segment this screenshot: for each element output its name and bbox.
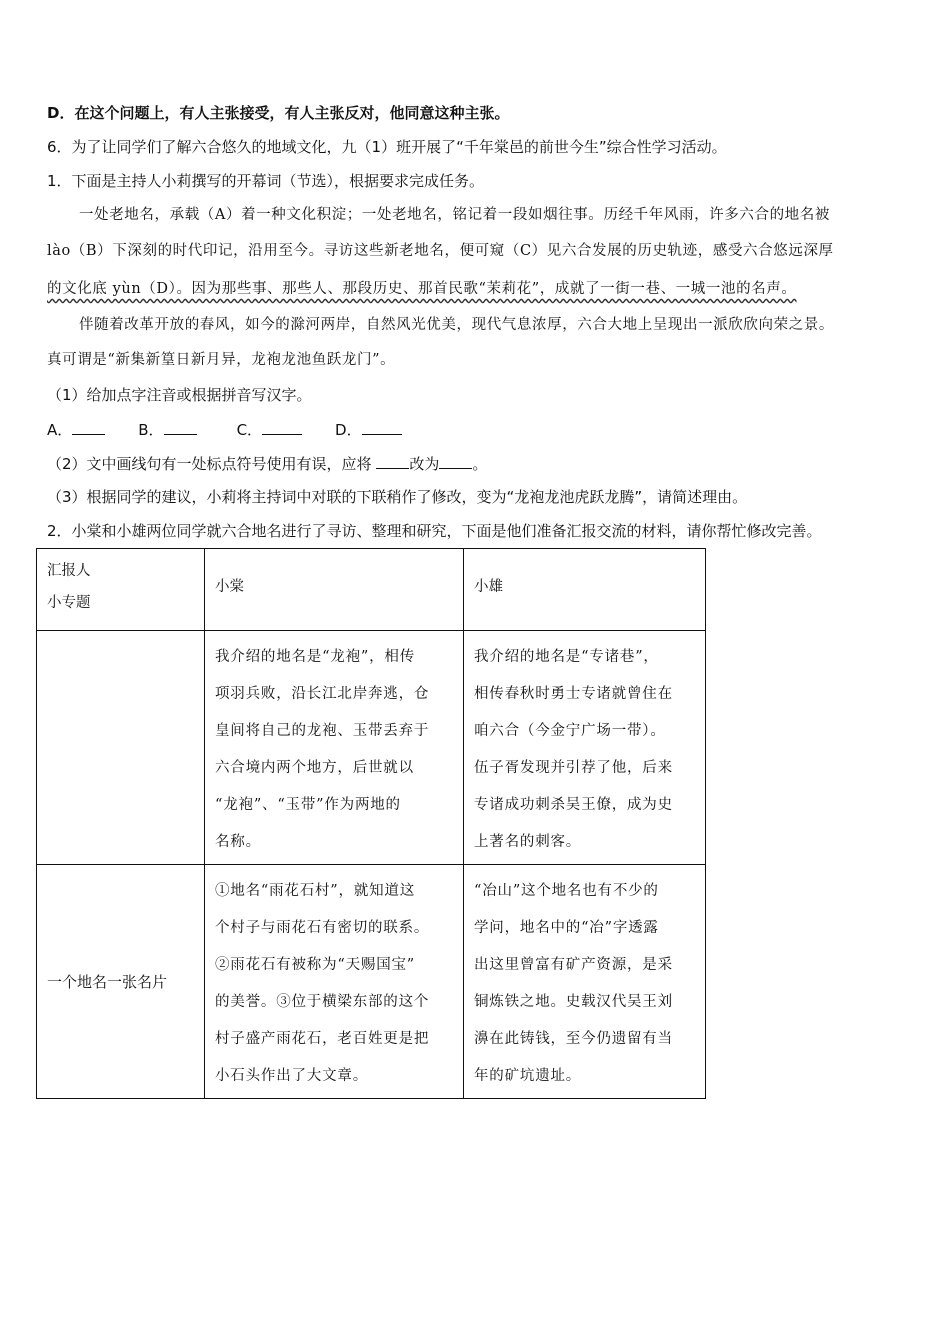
passage-line-1: 一处老地名，承载（A）着一种文化积淀；一处老地名，铭记着一段如烟往事。历经千年风雨，许多六合的地名被 xyxy=(79,207,830,223)
question-1: 1．下面是主持人小莉撰写的开幕词（节选），根据要求完成任务。 xyxy=(47,172,485,190)
passage-line-5: 真可谓是“新集新篁日新月异，龙袍龙池鱼跃龙门”。 xyxy=(47,352,396,368)
header-cell-xiaotang: 小棠 xyxy=(205,549,464,631)
header-reporter-label: 汇报人 xyxy=(47,563,91,579)
answer-options-row xyxy=(47,419,402,440)
passage-line-3-underlined: 的文化底 yùn（D）。因为那些事、那些人、那段历史、那首民歌“茉莉花”，成就了一街一巷、一城一池的名声。 xyxy=(47,281,797,297)
answer-blank-a[interactable] xyxy=(72,419,105,435)
answer-blank-punct-to[interactable] xyxy=(439,453,472,469)
sub-question-1: （1）给加点字注音或根据拼音写汉字。 xyxy=(47,386,312,404)
option-d-line: D．在这个问题上，有人主张接受，有人主张反对，他同意这种主张。 xyxy=(47,104,510,122)
question-6: 6．为了让同学们了解六合悠久的地域文化，九（1）班开展了“千年棠邑的前世今生”综合性学习活动。 xyxy=(47,138,727,156)
question-2: 2．小棠和小雄两位同学就六合地名进行了寻访、整理和研究，下面是他们准备汇报交流的材料，请你帮忙修改完善。 xyxy=(47,522,822,540)
option-b: B． xyxy=(138,419,196,440)
report-table xyxy=(36,548,706,1099)
passage-line-4: 伴随着改革开放的春风，如今的滁河两岸，自然风光优美，现代气息浓厚，六合大地上呈现出一派欣欣向荣之景。 xyxy=(79,317,834,333)
option-a: A． xyxy=(47,419,105,440)
row1-xiaotang-cell: 我介绍的地名是“龙袍”，相传 项羽兵败，沿长江北岸奔逃，仓 皇间将自己的龙袍、玉带丢弃于 六合境内两个地方，后世就以 “龙袍”、“玉带”作为两地的 名称。 xyxy=(205,631,464,865)
answer-blank-d[interactable] xyxy=(362,419,402,435)
row1-xiaoxiong-cell: 我介绍的地名是“专诸巷”， 相传春秋时勇士专诸就曾住在 咱六合（今金宁广场一带）。 伍子胥发现并引荐了他，后来 专诸成功刺杀吴王僚，成为史 上著名的刺客。 xyxy=(464,631,706,865)
table-header-row xyxy=(37,549,706,631)
sub-question-2: （2）文中画线句有一处标点符号使用有误，应将 改为 。 xyxy=(47,455,488,473)
option-d: D． xyxy=(335,419,402,440)
table-row xyxy=(37,631,706,865)
answer-blank-c[interactable] xyxy=(262,419,302,435)
header-topic-label: 小专题 xyxy=(47,595,91,611)
table-row xyxy=(37,865,706,1099)
sub-question-3: （3）根据同学的建议，小莉将主持词中对联的下联稍作了修改，变为“龙袍龙池虎跃龙腾”，请简述理由。 xyxy=(47,488,748,506)
header-cell-xiaoxiong: 小雄 xyxy=(464,549,706,631)
answer-blank-b[interactable] xyxy=(164,419,197,435)
row2-topic-cell: 一个地名一张名片 xyxy=(37,865,205,1099)
answer-blank-punct-from[interactable] xyxy=(376,453,409,469)
row2-xiaotang-cell: ①地名“雨花石村”，就知道这 个村子与雨花石有密切的联系。 ②雨花石有被称为“天赐国宝” 的美誉。③位于横梁东部的这个 村子盛产雨花石，老百姓更是把 小石头作出了大文章。 xyxy=(205,865,464,1099)
option-c: C． xyxy=(237,419,302,440)
row2-xiaoxiong-cell: “冶山”这个地名也有不少的 学问，地名中的“冶”字透露 出这里曾富有矿产资源，是采 铜炼铁之地。史载汉代吴王刘 濞在此铸钱，至今仍遗留有当 年的矿坑遗址。 xyxy=(464,865,706,1099)
passage-line-2: lào（B）下深刻的时代印记，沿用至今。寻访这些新老地名，便可窥（C）见六合发展的历史轨迹，感受六合悠远深厚 xyxy=(47,243,834,259)
header-cell-reporter-topic xyxy=(37,549,205,631)
row1-topic-cell xyxy=(37,631,205,865)
